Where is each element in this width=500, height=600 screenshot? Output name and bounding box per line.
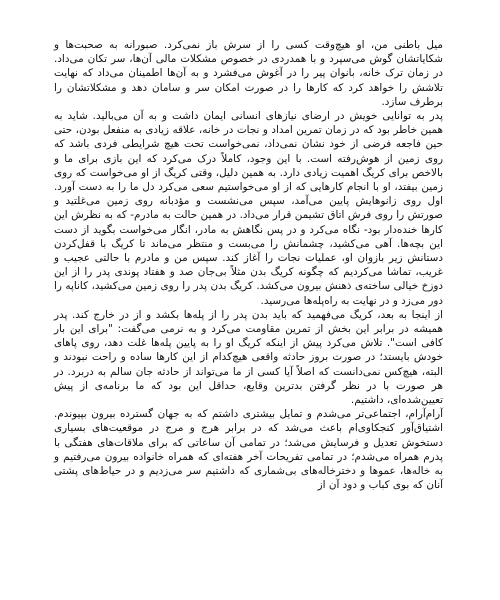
paragraph-1: میل باطنی من، او هیچ‌وقت کسی را از سرش باز نمی‌کرد. صبورانه به صحبت‌ها و شکایاتشان گوش می‌سپرد و با همدردی در خصوص مشکلات مالی آن‌ها، سر تکان می‌داد. در زمان ترک خانه، بانوان پیر را در آغوش می‌فشرد و به آن‌ها اطمینان می‌داد که نهایت تلاشش را خواهد کرد که کارها را در صورت امکان سر و سامان دهد و مشکلاتشان را برطرف سازد. xyxy=(54,39,443,108)
paragraph-3: از اینجا به بعد، کریگ می‌فهمید که باید بدن پدر را از پله‌ها بکشد و از در خارج کند. پدر همیشه در برابر این بخش از تمرین مقاومت می‌کرد و به نرمی می‌گفت: "برای این بار کافی است". تلاش می‌کرد پیش از اینکه کریگ او را به پایین پله‌ها غلت دهد، روی پاهای خودش بایستد؛ در صورت بروز حادثه واقعی هیچ‌کدام از این کارها ساده و راحت نبودند و البته، هیچ‌کس نمی‌دانست که اصلاً آیا کسی از ما می‌تواند از حادثه جان سالم به دربرد. در هر صورت با در نظر گرفتن بدترین وقایع، حداقل این بود که ما برنامه‌ی از پیش تعیین‌شده‌ای، داشتیم. xyxy=(54,308,443,407)
paragraph-2: پدر به توانایی خویش در ارضای نیازهای انسانی ایمان داشت و به آن می‌بالید. شاید به همین خاطر بود که در زمان تمرین امداد و نجات در خانه، علاقه زیادی به منفعل بودن، حتی حین فاجعه فرضی از خود نشان نمی‌داد، نمی‌خواست تحت هیچ شرایطی فردی باشد که روی زمین از هوش‌رفته است. با این وجود، کاملاً درک می‌کرد که این بازی برای ما و بالاخص برای کریگ اهمیت زیادی دارد. به همین دلیل، وقتی کریگ از او می‌خواست که روی زمین بیفتد، او با انجام کارهایی که از او می‌خواستیم سعی می‌کرد دل ما را به دست آورد. اول روی زانوهایش پایین می‌آمد، سپس می‌نشست و مؤدبانه روی زمین می‌غلتید و صورتش را روی فرش اتاق تشیمن قرار می‌داد. در همین حالت به مادرم- که به نظرش این کارها خنده‌دار بود- نگاه می‌کرد و در پس نگاهش به مادر، انگار می‌خواست بگوید از دست این بچه‌ها. آهی می‌کشید، چشمانش را می‌بست و منتظر می‌ماند تا کریگ با قفل‌کردن دستانش زیر بازوان او، عملیات نجات را آغاز کند. سپس من و مادرم با حالتی عجیب و غریب، تماشا می‌کردیم که چگونه کریگ بدن مثلاً بی‌جان صد و هفتاد پوندی پدر را از این دوزخ خیالی ساخته‌ی ذهنش بیرون می‌کشد. کریگ بدن پدر را روی زمین می‌کشید، کاناپه را دور می‌زد و در نهایت به راه‌پله‌ها می‌رسید. xyxy=(54,110,443,307)
paragraph-4: آرام‌آرام، اجتماعی‌تر می‌شدم و تمایل بیشتری داشتم که به جهان گسترده بیرون بپیوندم. اشتیاق‌آور کنجکاوی‌ام باعث می‌شد که در برابر هرج و مرج در موقعیت‌های بسیاری دستخوش تعدیل و فرسایش می‌شد؛ در تمامی آن ساعاتی که برای ملاقات‌های هفتگی با پدرم همراه می‌شدم؛ در تمامی تفریحات آخر هفته‌ای که همراه خانواده بیرون می‌رفتیم و به خاله‌ها، عموها و دخترخاله‌های بی‌شماری که داشتیم سر می‌زدیم و در حیاط‌های پشتی آنان که بوی کباب و دود آن از xyxy=(54,408,443,492)
